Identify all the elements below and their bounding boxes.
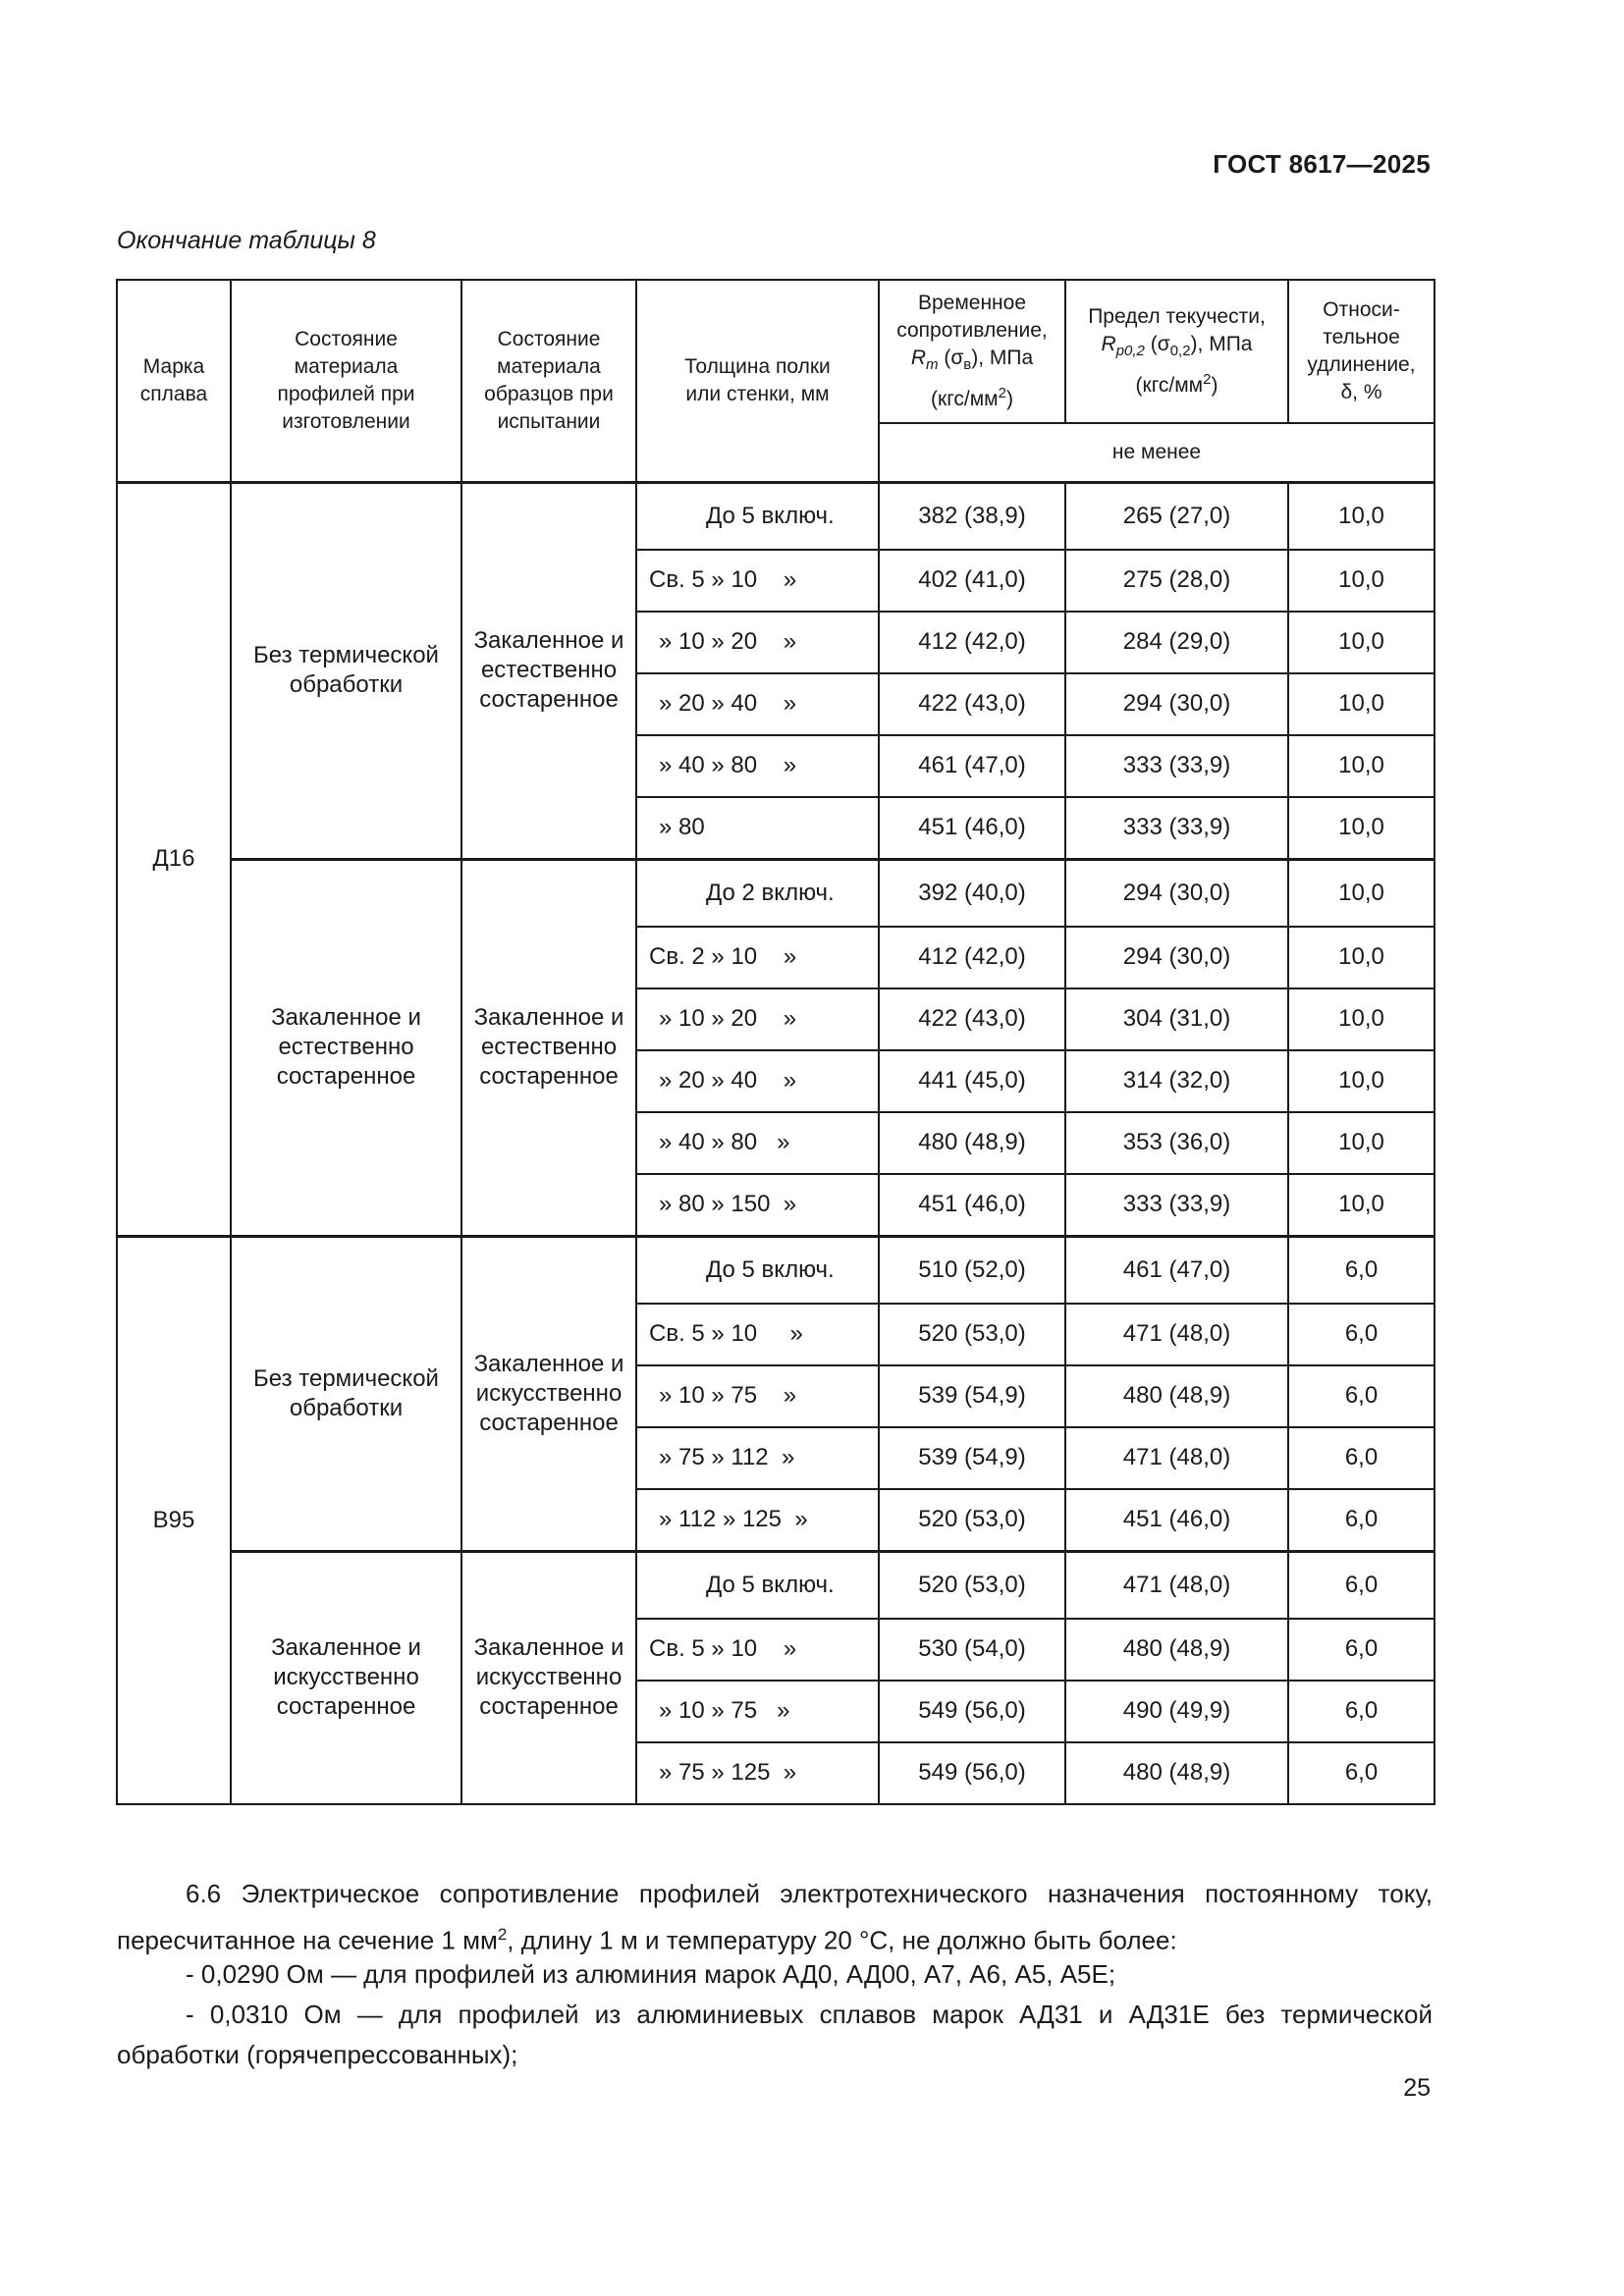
cell-state-manufacturing: Закаленное и искусственно состаренное — [231, 1551, 461, 1804]
cell-yield: 471 (48,0) — [1065, 1551, 1288, 1619]
cell-elong: 6,0 — [1288, 1742, 1435, 1804]
page-number: 25 — [1403, 2074, 1431, 2102]
cell-yield: 333 (33,9) — [1065, 1174, 1288, 1237]
header-yield-strength: Предел текучести, $R_{p0,2}$ $(\sigma_{0,2})$, МПа $(кгс/мм^2)$ — [1065, 280, 1288, 423]
cell-yield: 333 (33,9) — [1065, 735, 1288, 797]
cell-yield: 265 (27,0) — [1065, 482, 1288, 550]
cell-elong: 10,0 — [1288, 1112, 1435, 1174]
cell-elong: 6,0 — [1288, 1304, 1435, 1365]
cell-thickness: Св. 5 » 10 » — [636, 550, 879, 612]
cell-elong: 6,0 — [1288, 1619, 1435, 1681]
cell-thickness: Св. 5 » 10 » — [636, 1619, 879, 1681]
cell-yield: 480 (48,9) — [1065, 1619, 1288, 1681]
list-item-ad0: - 0,0290 Ом — для профилей из алюминия марок АД0, АД00, А7, А6, А5, А5Е; — [186, 1959, 1116, 1989]
cell-tensile: 392 (40,0) — [879, 859, 1065, 927]
cell-tensile: 549 (56,0) — [879, 1681, 1065, 1742]
cell-elong: 6,0 — [1288, 1681, 1435, 1742]
cell-yield: 284 (29,0) — [1065, 612, 1288, 673]
table-row — [117, 859, 1435, 927]
cell-state-testing: Закаленное и искусственно состаренное — [461, 1551, 636, 1804]
cell-thickness: » 75 » 125 » — [636, 1742, 879, 1804]
cell-elong: 6,0 — [1288, 1427, 1435, 1489]
cell-elong: 10,0 — [1288, 1174, 1435, 1237]
mechanical-properties-table — [116, 279, 1434, 1805]
cell-elong: 10,0 — [1288, 482, 1435, 550]
cell-yield: 304 (31,0) — [1065, 988, 1288, 1050]
cell-yield: 471 (48,0) — [1065, 1304, 1288, 1365]
cell-yield: 294 (30,0) — [1065, 673, 1288, 735]
cell-elong: 6,0 — [1288, 1236, 1435, 1304]
header-state-testing: Состояние материала образцов при испытании — [461, 280, 636, 482]
cell-yield: 275 (28,0) — [1065, 550, 1288, 612]
cell-thickness: До 5 включ. — [636, 1236, 879, 1304]
list-item-ad31: - 0,0310 Ом — для профилей из алюминиевых сплавов марок АД31 и АД31Е без термической обработки (горячепрессованных); — [117, 2000, 1433, 2069]
cell-state-manufacturing: Без термической обработки — [231, 1236, 461, 1551]
cell-elong: 10,0 — [1288, 673, 1435, 735]
header-tensile-strength: Временное сопротивление, $R_m$ $(\sigma_в)$, МПа $(кгс/мм^2)$ — [879, 280, 1065, 423]
cell-thickness: Св. 5 » 10 » — [636, 1304, 879, 1365]
cell-yield: 451 (46,0) — [1065, 1489, 1288, 1552]
cell-thickness: » 10 » 75 » — [636, 1681, 879, 1742]
cell-yield: 353 (36,0) — [1065, 1112, 1288, 1174]
document-id: ГОСТ 8617—2025 — [1213, 149, 1431, 179]
cell-tensile: 422 (43,0) — [879, 673, 1065, 735]
cell-tensile: 402 (41,0) — [879, 550, 1065, 612]
cell-elong: 10,0 — [1288, 988, 1435, 1050]
cell-tensile: 549 (56,0) — [879, 1742, 1065, 1804]
cell-thickness: До 2 включ. — [636, 859, 879, 927]
paragraph-6-6: 6.6 Электрическое сопротивление профилей электротехнического назначения постоянному току, пересчитанное на сечение 1 $мм^2$, длину 1 м и температуру 20 °С, не должно быть более: — [117, 1879, 1433, 1955]
cell-yield: 480 (48,9) — [1065, 1742, 1288, 1804]
cell-elong: 10,0 — [1288, 612, 1435, 673]
cell-thickness: » 10 » 20 » — [636, 612, 879, 673]
cell-elong: 10,0 — [1288, 797, 1435, 860]
header-grade: Марка сплава — [117, 280, 231, 482]
cell-thickness: » 40 » 80 » — [636, 735, 879, 797]
cell-elong: 10,0 — [1288, 550, 1435, 612]
table-row — [117, 1551, 1435, 1619]
cell-yield: 294 (30,0) — [1065, 927, 1288, 988]
cell-thickness: » 80 — [636, 797, 879, 860]
cell-tensile: 451 (46,0) — [879, 797, 1065, 860]
table-row — [117, 1236, 1435, 1304]
cell-grade: Д16 — [117, 482, 231, 1236]
header-elongation: Относи- тельное удлинение, δ, % — [1288, 280, 1435, 423]
cell-elong: 6,0 — [1288, 1489, 1435, 1552]
cell-tensile: 412 (42,0) — [879, 612, 1065, 673]
cell-thickness: » 20 » 40 » — [636, 673, 879, 735]
cell-tensile: 520 (53,0) — [879, 1551, 1065, 1619]
cell-tensile: 441 (45,0) — [879, 1050, 1065, 1112]
cell-elong: 6,0 — [1288, 1365, 1435, 1427]
cell-grade: В95 — [117, 1236, 231, 1804]
cell-tensile: 539 (54,9) — [879, 1365, 1065, 1427]
cell-state-testing: Закаленное и искусственно состаренное — [461, 1236, 636, 1551]
cell-state-manufacturing: Закаленное и естественно состаренное — [231, 859, 461, 1236]
header-thickness: Толщина полки или стенки, мм — [636, 280, 879, 482]
header-not-less: не менее — [879, 423, 1435, 482]
cell-tensile: 520 (53,0) — [879, 1304, 1065, 1365]
cell-thickness: » 20 » 40 » — [636, 1050, 879, 1112]
cell-tensile: 520 (53,0) — [879, 1489, 1065, 1552]
cell-tensile: 530 (54,0) — [879, 1619, 1065, 1681]
cell-yield: 461 (47,0) — [1065, 1236, 1288, 1304]
cell-thickness: » 40 » 80 » — [636, 1112, 879, 1174]
table-row — [117, 482, 1435, 550]
cell-elong: 6,0 — [1288, 1551, 1435, 1619]
cell-yield: 314 (32,0) — [1065, 1050, 1288, 1112]
cell-yield: 490 (49,9) — [1065, 1681, 1288, 1742]
cell-state-testing: Закаленное и естественно состаренное — [461, 859, 636, 1236]
cell-tensile: 382 (38,9) — [879, 482, 1065, 550]
cell-thickness: » 112 » 125 » — [636, 1489, 879, 1552]
table-caption: Окончание таблицы 8 — [117, 227, 376, 254]
cell-elong: 10,0 — [1288, 927, 1435, 988]
cell-thickness: » 10 » 75 » — [636, 1365, 879, 1427]
cell-state-testing: Закаленное и естественно состаренное — [461, 482, 636, 859]
cell-yield: 471 (48,0) — [1065, 1427, 1288, 1489]
cell-tensile: 480 (48,9) — [879, 1112, 1065, 1174]
cell-thickness: До 5 включ. — [636, 482, 879, 550]
cell-tensile: 461 (47,0) — [879, 735, 1065, 797]
cell-state-manufacturing: Без термической обработки — [231, 482, 461, 859]
cell-thickness: » 10 » 20 » — [636, 988, 879, 1050]
cell-thickness: До 5 включ. — [636, 1551, 879, 1619]
cell-thickness: » 80 » 150 » — [636, 1174, 879, 1237]
cell-thickness: » 75 » 112 » — [636, 1427, 879, 1489]
cell-tensile: 412 (42,0) — [879, 927, 1065, 988]
cell-thickness: Св. 2 » 10 » — [636, 927, 879, 988]
cell-yield: 333 (33,9) — [1065, 797, 1288, 860]
cell-tensile: 422 (43,0) — [879, 988, 1065, 1050]
cell-elong: 10,0 — [1288, 735, 1435, 797]
cell-tensile: 510 (52,0) — [879, 1236, 1065, 1304]
cell-tensile: 539 (54,9) — [879, 1427, 1065, 1489]
cell-elong: 10,0 — [1288, 1050, 1435, 1112]
cell-tensile: 451 (46,0) — [879, 1174, 1065, 1237]
cell-yield: 294 (30,0) — [1065, 859, 1288, 927]
table-body — [117, 482, 1435, 1804]
cell-yield: 480 (48,9) — [1065, 1365, 1288, 1427]
header-state-manufacturing: Состояние материала профилей при изготовлении — [231, 280, 461, 482]
cell-elong: 10,0 — [1288, 859, 1435, 927]
